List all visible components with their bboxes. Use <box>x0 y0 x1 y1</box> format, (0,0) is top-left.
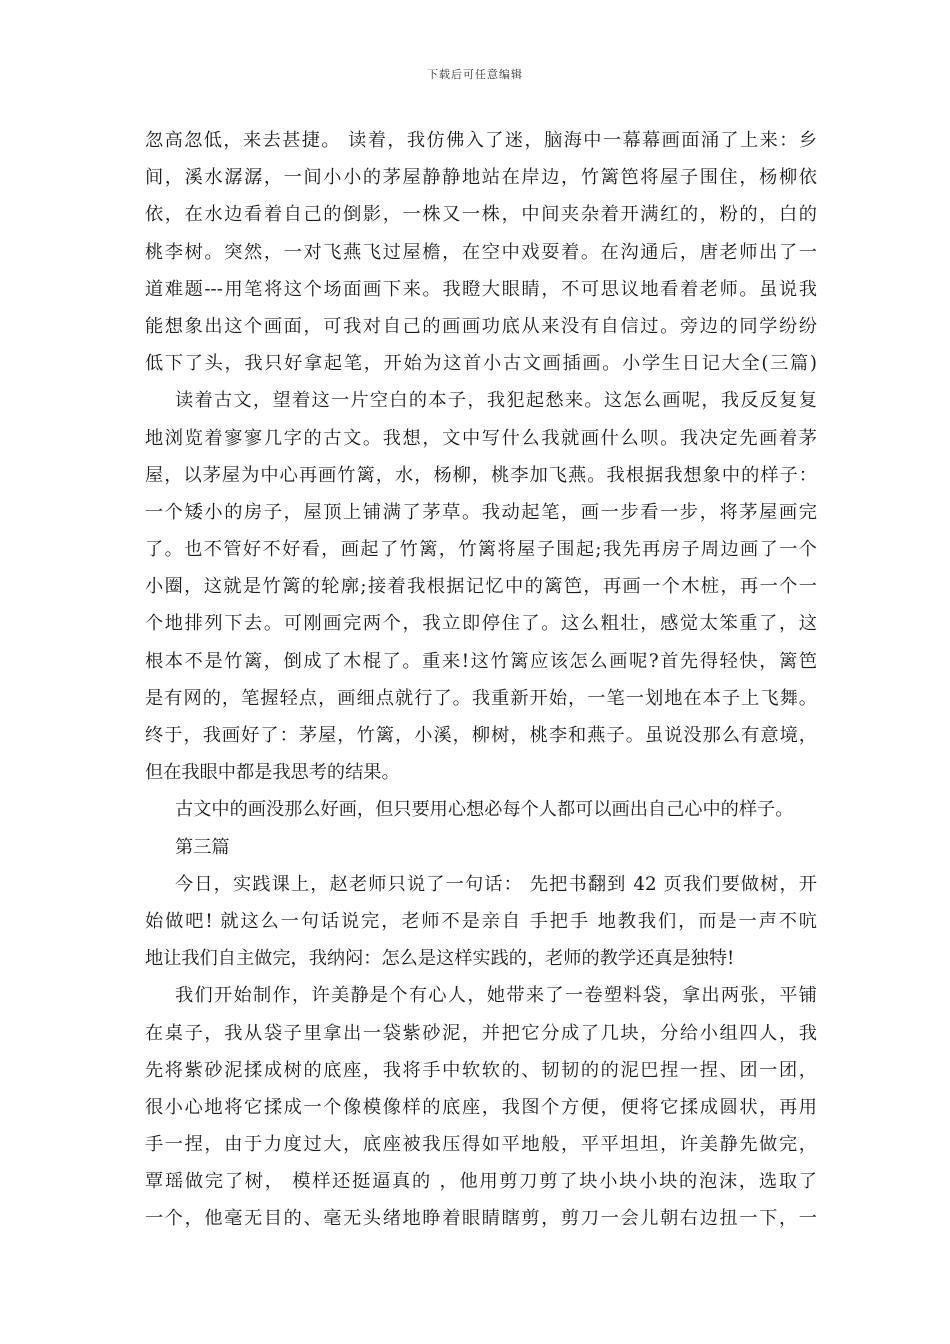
text-line: 间，溪水潺潺，一间小小的茅屋静静地站在岸边，竹篱笆将屋子围住，杨柳依 <box>145 167 817 189</box>
text-line: 小圈，这就是竹篱的轮廓;接着我根据记忆中的篱笆，再画一个木桩，再一个一 <box>145 576 817 598</box>
text-line: 忽高忽低，来去甚捷。 读着，我仿佛入了迷，脑海中一幕幕画面涌了上来：乡 <box>145 130 817 151</box>
text-line: 很小心地将它揉成一个像模像样的底座，我图个方便，便将它揉成圆状，再用 <box>145 1096 817 1118</box>
text-line: 能想象出这个画面，可我对自己的画画功底从来没有自信过。旁边的同学纷纷 <box>145 315 817 337</box>
text-line: 一个，他毫无目的、毫无头绪地睁着眼睛瞎剪，剪刀一会儿朝右边扭一下，一 <box>145 1208 817 1230</box>
text-line: 终于，我画好了：茅屋，竹篱，小溪，柳树，桃李和燕子。虽说没那么有意境， <box>145 725 817 746</box>
text-line: 根本不是竹篱，倒成了木棍了。重来!这竹篱应该怎么画呢?首先得轻快，篱笆 <box>145 650 817 672</box>
text-line: 古文中的画没那么好画，但只要用心想必每个人都可以画出自己心中的样子。 <box>175 799 794 821</box>
text-line: 依，在水边看着自己的倒影，一株又一株，中间夹杂着开满红的，粉的，白的 <box>145 204 817 226</box>
text-line: 读着古文，望着这一片空白的本子，我犯起愁来。这怎么画呢，我反反复复 <box>175 390 817 412</box>
text-line: 屋，以茅屋为中心再画竹篱，水，杨柳，桃李加飞燕。我根据我想象中的样子： <box>145 464 817 486</box>
page-header: 下载后可任意编辑 <box>427 68 523 81</box>
text-line: 先将紫砂泥揉成树的底座，我将手中软软的、韧韧的的泥巴捏一捏、团一团， <box>145 1059 817 1081</box>
text-line: 地让我们自主做完，我纳闷：怎么是这样实践的，老师的教学还真是独特! <box>145 948 735 970</box>
text-line: 低下了头，我只好拿起笔，开始为这首小古文画插画。小学生日记大全(三篇) <box>145 353 817 375</box>
text-line: 我们开始制作，许美静是个有心人，她带来了一卷塑料袋，拿出两张，平铺 <box>175 985 817 1007</box>
document-body <box>145 122 817 1238</box>
text-line: 地浏览着寥寥几字的古文。我想，文中写什么我就画什么呗。我决定先画着茅 <box>145 427 817 449</box>
text-line: 一个矮小的房子，屋顶上铺满了茅草。我动起笔，画一步看一步，将茅屋画完 <box>145 501 817 523</box>
text-line: 个地排列下去。可刚画完两个，我立即停住了。这么粗壮，感觉太笨重了，这 <box>145 613 817 635</box>
text-line: 桃李树。突然，一对飞燕飞过屋檐，在空中戏耍着。在沟通后，唐老师出了一 <box>145 241 817 263</box>
text-line: 第三篇 <box>175 836 230 858</box>
text-line: 在桌子，我从袋子里拿出一袋紫砂泥，并把它分成了几块，分给小组四人，我 <box>145 1022 817 1044</box>
text-line: 了。也不管好不好看，画起了竹篱，竹篱将屋子围起;我先再房子周边画了一个 <box>145 539 817 561</box>
text-line: 道难题---用笔将这个场面画下来。我瞪大眼睛，不可思议地看着老师。虽说我 <box>145 278 817 300</box>
text-line: 始做吧! 就这么一句话说完，老师不是亲自 手把手 地教我们，而是一声不吭 <box>145 910 817 932</box>
text-line: 手一捏，由于力度过大，底座被我压得如平地般，平平坦坦，许美静先做完， <box>145 1134 817 1156</box>
text-line: 但在我眼中都是我思考的结果。 <box>145 762 400 784</box>
text-line: 覃瑶做完了树， 模样还挺逼真的 ，他用剪刀剪了块小块小块的泡沫，选取了 <box>145 1171 817 1193</box>
text-line: 是有网的，笔握轻点，画细点就行了。我重新开始，一笔一划地在本子上飞舞。 <box>145 687 817 709</box>
text-line: 今日，实践课上，赵老师只说了一句话： 先把书翻到 42 页我们要做树，开 <box>175 873 817 895</box>
